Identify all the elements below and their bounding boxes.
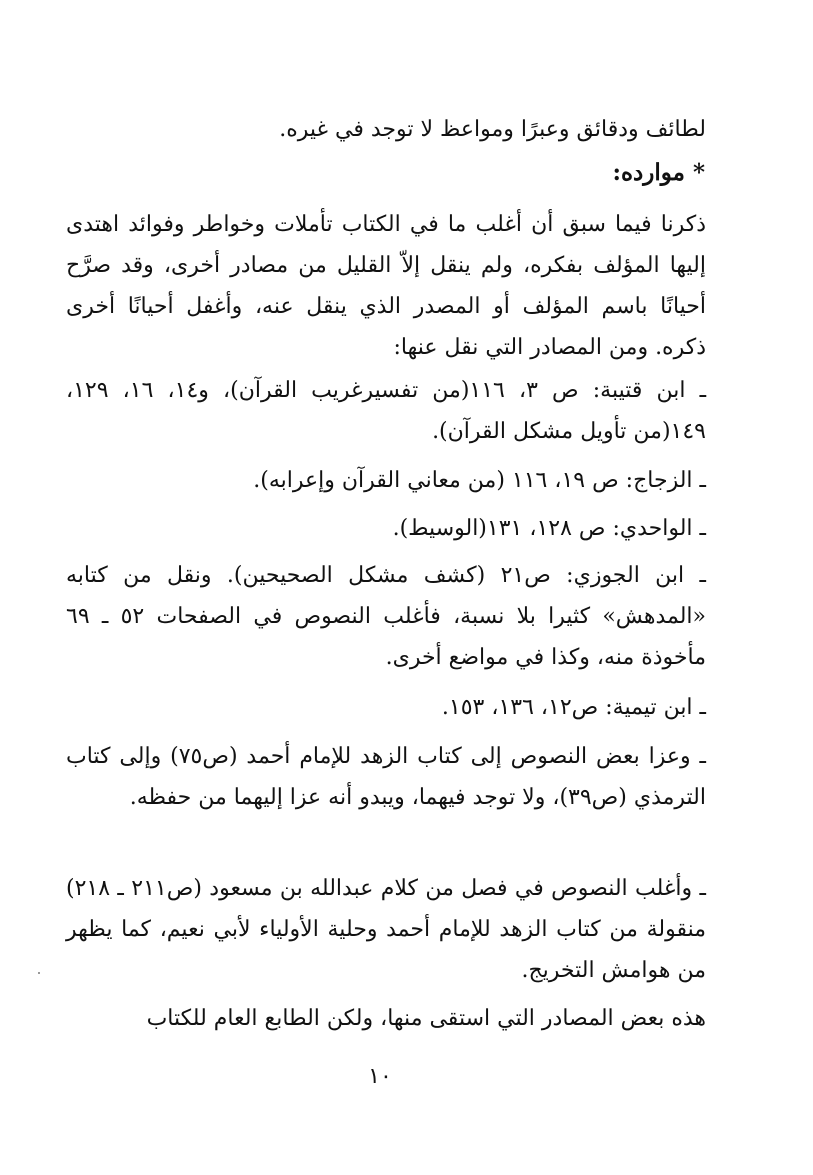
closing-paragraph: هذه بعض المصادر التي استقى منها، ولكن الطابع العام للكتاب (146, 1006, 706, 1031)
heading-title: موارده: (612, 159, 685, 186)
paragraph-sources-intro: ذكرنا فيما سبق أن أغلب ما في الكتاب تأملات وخواطر وفوائد اهتدى إليها المؤلف بفكره، ولم ينقل إلاّ القليل من مصادر أخرى، وقد صرَّح أحيانًا باسم المؤلف أو المصدر الذي ينقل عنه، وأغفل أحيانًا أخرى ذكره. ومن المصادر التي نقل عنها: (66, 212, 706, 360)
source-item-ibn-taymiyyah: ـ ابن تيمية: ص١٢، ١٣٦، ١٥٣. (441, 695, 706, 720)
source-item-ibn-jawzi: ـ ابن الجوزي: ص٢١ (كشف مشكل الصحيحين). ونقل من كتابه «المدهش» كثيرا بلا نسبة، فأغلب النصوص في الصفحات ٥٢ ـ ٦٩ مأخوذة منه، وكذا في مواضع أخرى. (66, 563, 707, 670)
source-item-zuhd-attribution: ـ وعزا بعض النصوص إلى كتاب الزهد للإمام أحمد (ص٧٥) وإلى كتاب الترمذي (ص٣٩)، ولا توجد فيهما، ويبدو أنه عزا إليهما من حفظه. (66, 744, 707, 810)
section-heading (612, 156, 705, 190)
heading-star: * (692, 159, 705, 186)
source-item-ibn-qutaybah: ـ ابن قتيبة: ص ٣، ١١٦(من تفسيرغريب القرآن)، و١٤، ١٦، ١٢٩، ١٤٩(من تأويل مشكل القرآن). (66, 378, 707, 444)
scan-speck (38, 972, 40, 974)
source-item-ibn-masud: ـ وأغلب النصوص في فصل من كلام عبدالله بن مسعود (ص٢١١ ـ ٢١٨) منقولة من كتاب الزهد للإمام أحمد وحلية الأولياء لأبي نعيم، كما يظهر من هوامش التخريج. (66, 876, 707, 983)
source-item-zajjaj: ـ الزجاج: ص ١٩، ١١٦ (من معاني القرآن وإعرابه). (253, 468, 706, 493)
intro-line: لطائف ودقائق وعبرًا ومواعظ لا توجد في غيره. (279, 117, 706, 142)
source-item-wahidi: ـ الواحدي: ص ١٢٨، ١٣١(الوسيط). (392, 516, 706, 541)
page-number: ١٠ (368, 1064, 392, 1089)
